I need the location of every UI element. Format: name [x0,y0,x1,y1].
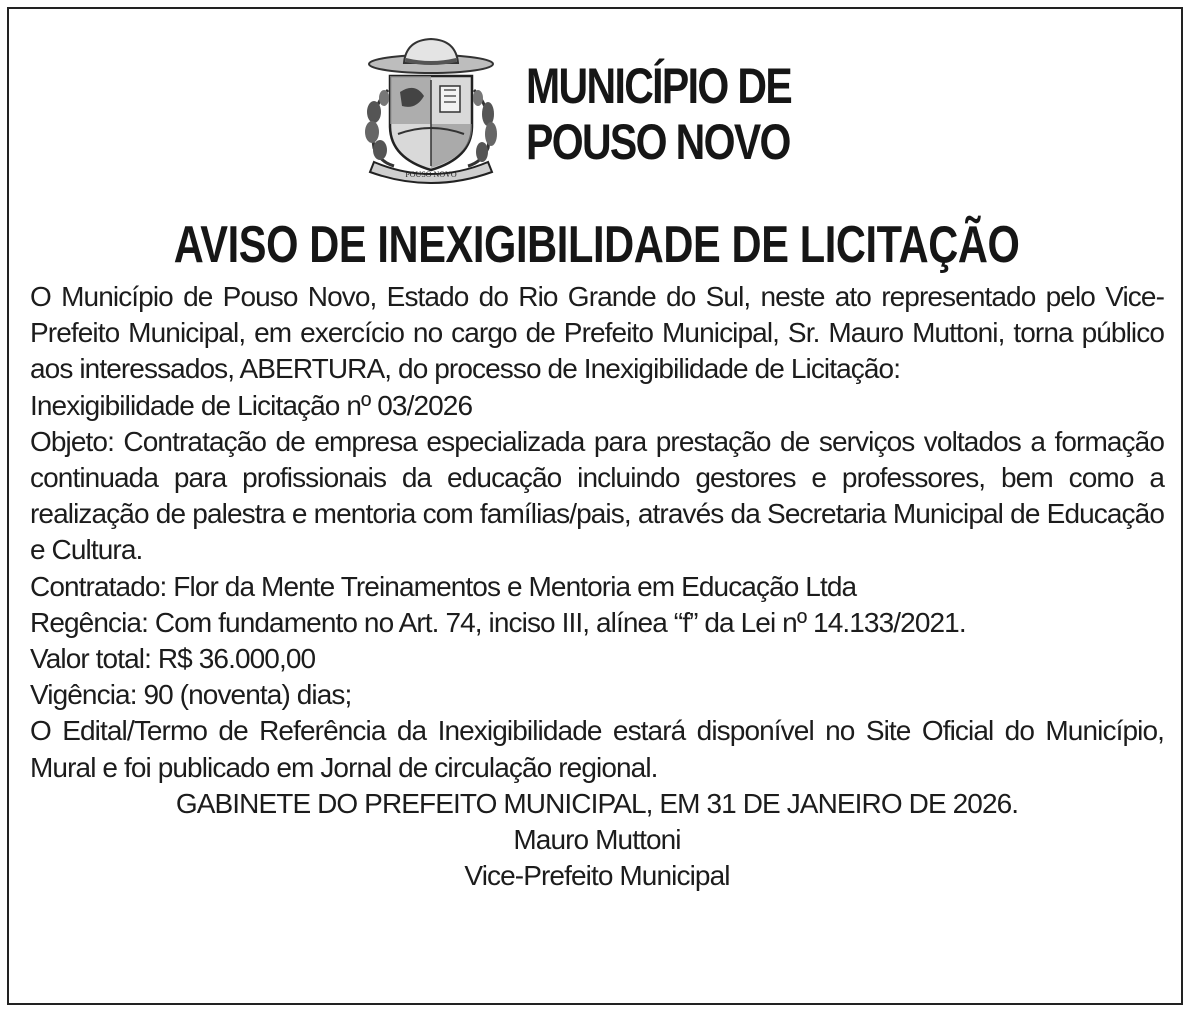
signer-role: Vice-Prefeito Municipal [464,860,730,892]
notice-title-wrap [0,214,1193,276]
municipality-name-line2: POUSO NOVO [526,114,790,170]
signer-name: Mauro Muttoni [513,824,681,856]
crest-banner-text: POUSO NOVO [405,170,457,179]
notice-title: AVISO DE INEXIGIBILIDADE DE LICITAÇÃO [173,216,1020,274]
contracted-company: Contratado: Flor da Mente Treinamentos e Mentoria em Educação Ltda [30,570,857,602]
municipality-name [526,58,791,170]
availability-statement: O Edital/Termo de Referência da Inexigibilidade estará disponível no Site Oficial do Município, Mural e foi publicado em Jornal de circulação regional. [30,715,1164,783]
total-value: Valor total: R$ 36.000,00 [30,643,316,675]
legal-basis: Regência: Com fundamento no Art. 74, inciso III, alínea “f” da Lei nº 14.133/2021. [30,606,966,638]
validity-period: Vigência: 90 (noventa) dias; [30,679,352,711]
municipality-name-line1: MUNICÍPIO DE [526,58,792,114]
notice-header [360,34,840,184]
office-date: GABINETE DO PREFEITO MUNICIPAL, EM 31 DE JANEIRO DE 2026. [175,787,1019,819]
municipal-crest-icon [360,34,502,184]
notice-object: Objeto: Contratação de empresa especializada para prestação de serviços voltados a formação continuada para profissionais da educação incluindo gestores e professores, bem como a realização de palestra e mentoria com famílias/pais, através da Secretaria Municipal de Educação e Cultura. [30,425,1164,566]
notice-intro: O Município de Pouso Novo, Estado do Rio Grande do Sul, neste ato representado pelo Vice-Prefeito Municipal, em exercício no cargo de Prefeito Municipal, Sr. Mauro Muttoni, torna público aos interessados, ABERTURA, do processo de Inexigibilidade de Licitação: [30,281,1164,385]
process-number: Inexigibilidade de Licitação nº 03/2026 [30,389,473,421]
notice-body [30,279,1164,894]
